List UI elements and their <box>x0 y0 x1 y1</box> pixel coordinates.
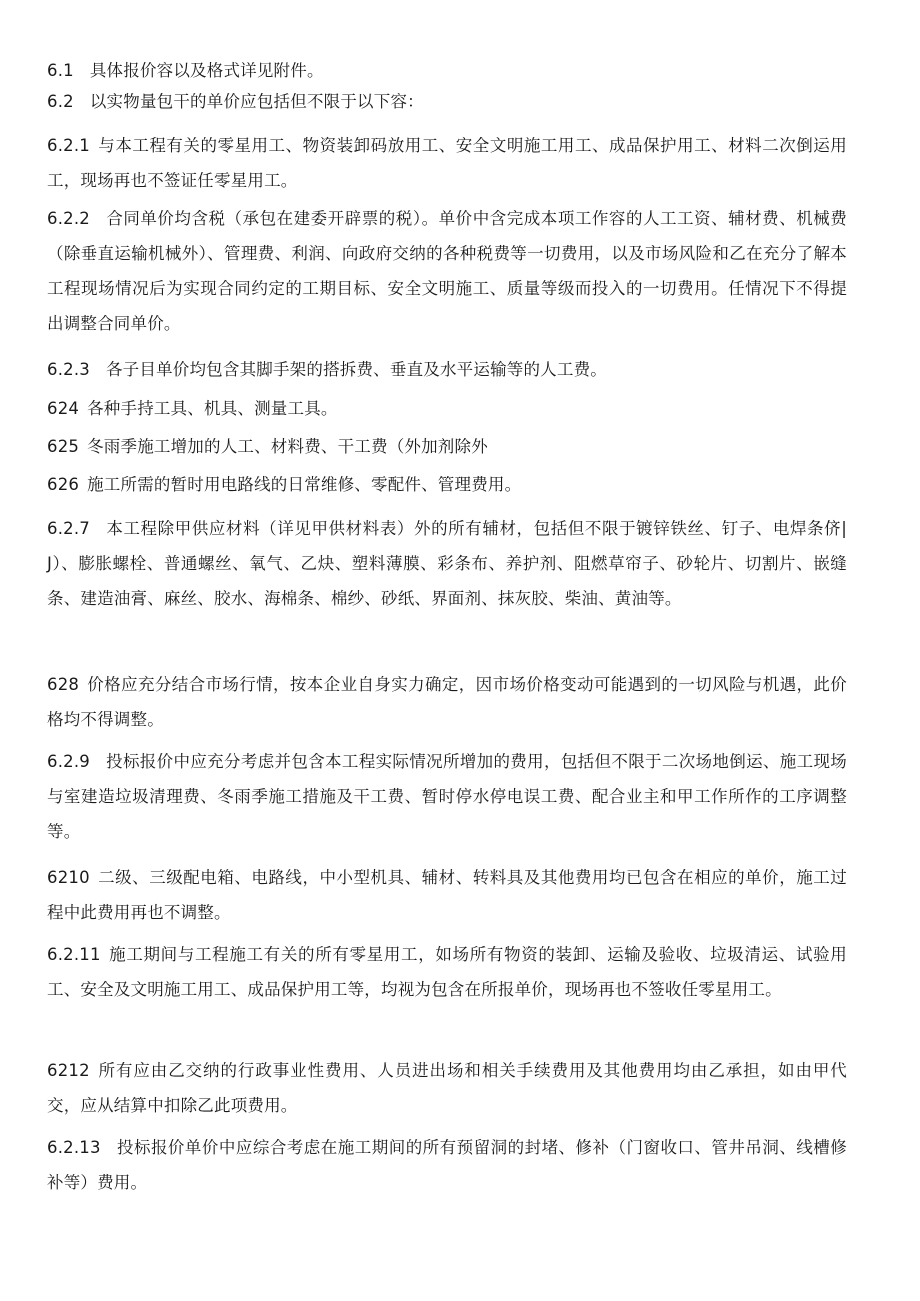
clause-number: 628 <box>47 675 80 694</box>
clause-text: 施工期间与工程施工有关的所有零星用工，如场所有物资的装卸、运输及验收、垃圾清运、试验用工、安全及文明施工用工、成品保护用工等，均视为包含在所报单价，现场再也不签收任零星用工。 <box>47 945 847 999</box>
clause-number: 6210 <box>47 868 90 887</box>
clause-6-2-13 <box>47 1130 847 1200</box>
clause-6-2-5 <box>47 429 847 464</box>
clause-6-2-6 <box>47 467 847 502</box>
clause-text: 具体报价容以及格式详见附件。 <box>89 61 324 80</box>
clause-number: 624 <box>47 399 80 418</box>
clause-number: 6.2.7 <box>47 519 90 538</box>
clause-number: 625 <box>47 437 80 456</box>
clause-text: 各种手持工具、机具、测量工具。 <box>87 399 338 418</box>
clause-6-2-2 <box>47 201 847 341</box>
clause-number: 6.2.1 <box>47 136 90 155</box>
clause-text: 以实物量包干的单价应包括但不限于以下容： <box>89 92 424 111</box>
clause-6-2-10 <box>47 860 847 930</box>
clause-6-2 <box>47 84 847 119</box>
clause-6-2-3 <box>47 352 847 387</box>
clause-number: 6.2.3 <box>47 360 90 379</box>
clause-number: 6.2.11 <box>47 945 101 964</box>
clause-text: 二级、三级配电箱、电路线，中小型机具、辅材、转料具及其他费用均已包含在相应的单价，施工过程中此费用再也不调整。 <box>47 868 847 922</box>
clause-6-2-12 <box>47 1053 847 1123</box>
clause-text: 各子目单价均包含其脚手架的搭拆费、垂直及水平运输等的人工费。 <box>105 360 607 379</box>
clause-6-1 <box>47 53 847 88</box>
clause-6-2-8 <box>47 667 847 737</box>
clause-number: 6.1 <box>47 61 74 80</box>
clause-number: 6.2.9 <box>47 752 90 771</box>
clause-number: 6212 <box>47 1061 90 1080</box>
clause-number: 6.2.13 <box>47 1138 101 1157</box>
clause-number: 6.2.2 <box>47 209 90 228</box>
clause-text: 施工所需的暂时用电路线的日常维修、零配件、管理费用。 <box>87 475 522 494</box>
clause-text: 投标报价中应充分考虑并包含本工程实际情况所增加的费用，包括但不限于二次场地倒运、施工现场与室建造垃圾清理费、冬雨季施工措施及干工费、暂时停水停电误工费、配合业主和甲工作所作的工序调整等。 <box>47 752 847 841</box>
clause-text: 本工程除甲供应材料（详见甲供材料表）外的所有辅材，包括但不限于镀锌铁丝、钉子、电焊条侪|J）、膨胀螺栓、普通螺丝、氧气、乙炔、塑料薄膜、彩条布、养护剂、阻燃草帘子、砂轮片、切割片、嵌缝条、建造油膏、麻丝、胶水、海棉条、棉纱、砂纸、界面剂、抹灰胶、柴油、黄油等。 <box>47 519 847 608</box>
clause-text: 投标报价单价中应综合考虑在施工期间的所有预留洞的封堵、修补（门窗收口、管井吊洞、线槽修补等）费用。 <box>47 1138 847 1192</box>
clause-6-2-9 <box>47 744 847 849</box>
clause-6-2-11 <box>47 937 847 1007</box>
clause-6-2-7 <box>47 511 847 616</box>
clause-text: 冬雨季施工增加的人工、材料费、干工费（外加剂除外 <box>87 437 488 456</box>
clause-text: 所有应由乙交纳的行政事业性费用、人员进出场和相关手续费用及其他费用均由乙承担，如由甲代交，应从结算中扣除乙此项费用。 <box>47 1061 847 1115</box>
clause-text: 与本工程有关的零星用工、物资装卸码放用工、安全文明施工用工、成品保护用工、材料二次倒运用工，现场再也不签证任零星用工。 <box>47 136 847 190</box>
clause-text: 合同单价均含税（承包在建委开辟票的税）。单价中含完成本项工作容的人工工资、辅材费、机械费（除垂直运输机械外）、管理费、利润、向政府交纳的各种税费等一切费用，以及市场风险和乙在充分了解本工程现场情况后为实现合同约定的工期目标、安全文明施工、质量等级而投入的一切费用。任情况下不得提出调整合同单价。 <box>47 209 847 333</box>
clause-number: 6.2 <box>47 92 74 111</box>
clause-6-2-4 <box>47 391 847 426</box>
clause-number: 626 <box>47 475 80 494</box>
clause-text: 价格应充分结合市场行情，按本企业自身实力确定，因市场价格变动可能遇到的一切风险与机遇，此价格均不得调整。 <box>47 675 847 729</box>
clause-6-2-1 <box>47 128 847 198</box>
